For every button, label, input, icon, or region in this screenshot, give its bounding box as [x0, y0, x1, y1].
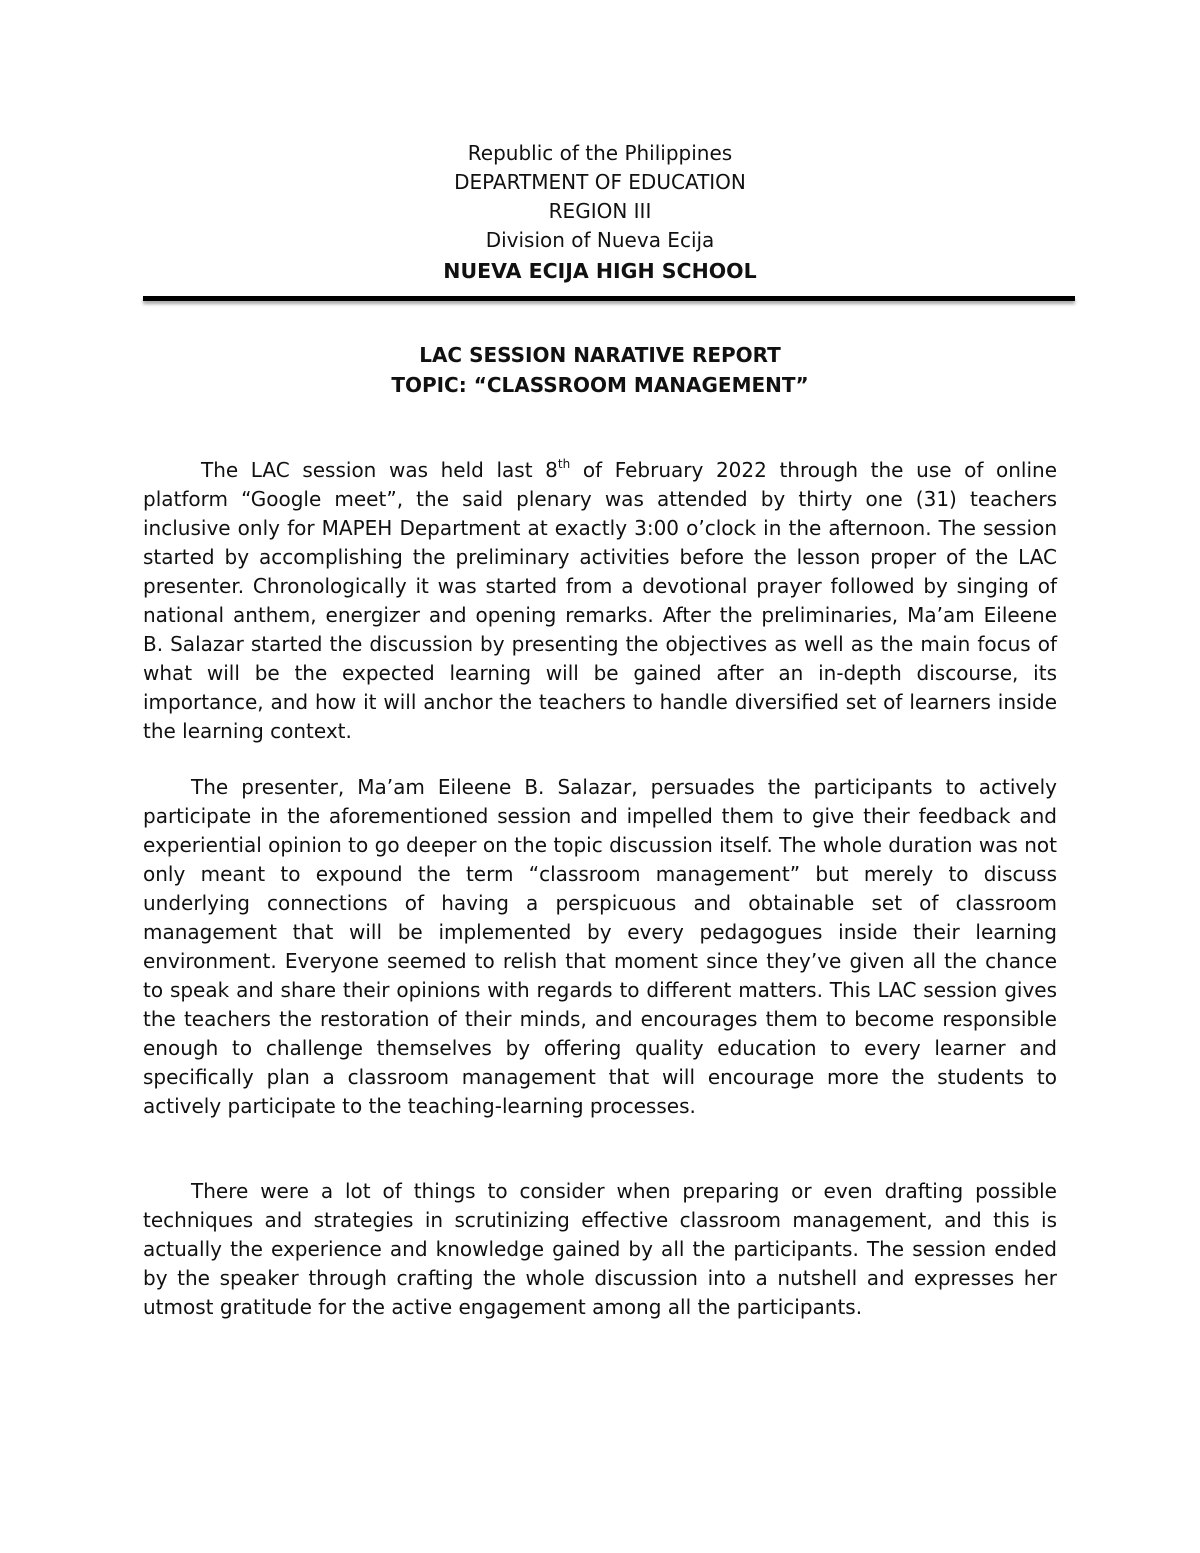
header-divider: [143, 296, 1075, 301]
report-title: LAC SESSION NARATIVE REPORT: [419, 343, 781, 367]
ordinal-suffix: th: [557, 457, 571, 471]
paragraph-2: [143, 773, 1057, 1121]
letterhead-school: NUEVA ECIJA HIGH SCHOOL: [443, 259, 757, 283]
paragraph-2-text: The presenter, Ma’am Eileene B. Salazar, persuades the participants to actively participate in the aforementioned session and impelled them to give their feedback and experiential opinion to go deeper on the topic discussion itself. The whole duration was not only meant to expound the term “classroom management” but merely to discuss underlying connections of having a perspicuous and obtainable set of classroom management that will be implemented by every pedagogues inside their learning environment. Everyone seemed to relish that moment since they’ve given all the chance to speak and share their opinions with regards to different matters. This LAC session gives the teachers the restoration of their minds, and encourages them to become responsible enough to challenge themselves by offering quality education to every learner and specifically plan a classroom management that will encourage more the students to actively participate to the teaching-learning processes.: [143, 775, 1057, 1118]
paragraph-1: [143, 456, 1057, 746]
paragraph-1-start: The LAC session was held last 8: [201, 458, 558, 482]
paragraph-3: [143, 1177, 1057, 1322]
letterhead-republic: Republic of the Philippines: [467, 141, 733, 165]
paragraph-1-rest: of February 2022 through the use of online platform “Google meet”, the said plenary was attended by thirty one (31) teachers inclusive only for MAPEH Department at exactly 3:00 o’clock in the afternoon. The session started by accomplishing the preliminary activities before the lesson proper of the LAC presenter. Chronologically it was started from a devotional prayer followed by singing of national anthem, energizer and opening remarks. After the preliminaries, Ma’am Eileene B. Salazar started the discussion by presenting the objectives as well as the main focus of what will be the expected learning will be gained after an in-depth discourse, its importance, and how it will anchor the teachers to handle diversified set of learners inside the learning context.: [143, 458, 1058, 743]
letterhead: [0, 139, 1200, 287]
letterhead-region: REGION III: [548, 199, 652, 223]
letterhead-division: Division of Nueva Ecija: [485, 228, 715, 252]
letterhead-department: DEPARTMENT OF EDUCATION: [454, 170, 746, 194]
report-heading: [0, 340, 1200, 400]
paragraph-3-text: There were a lot of things to consider when preparing or even drafting possible techniques and strategies in scrutinizing effective classroom management, and this is actually the experience and knowledge gained by all the participants. The session ended by the speaker through crafting the whole discussion into a nutshell and expresses her utmost gratitude for the active engagement among all the participants.: [143, 1179, 1057, 1319]
report-topic: TOPIC: “CLASSROOM MANAGEMENT”: [391, 373, 809, 397]
